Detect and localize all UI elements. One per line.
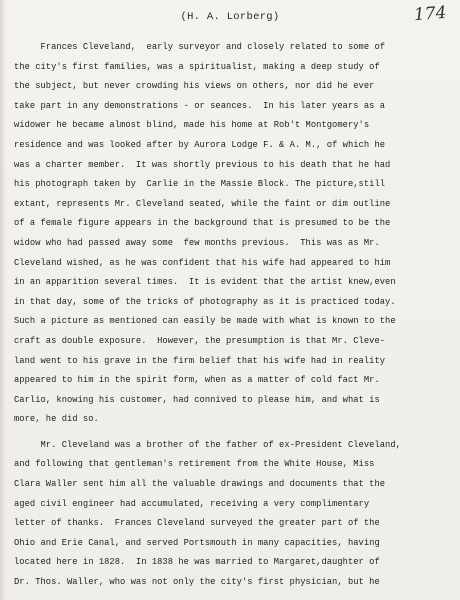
- text-line: Frances Cleveland, early surveyor and closely related to some of: [14, 42, 386, 52]
- text-line: extant, represents Mr. Cleveland seated, while the faint or dim outline: [14, 198, 391, 209]
- text-line: Clara Waller sent him all the valuable drawings and documents that the: [14, 479, 386, 490]
- text-line: and following that gentleman's retirement from the White House, Miss: [14, 459, 375, 470]
- text-line: located here in 1828. In 1838 he was married to Margaret,daughter of: [14, 557, 380, 568]
- text-line: craft as double exposure. However, the presumption is that Mr. Cleve-: [14, 335, 386, 346]
- text-line: more, he did so.: [14, 414, 99, 425]
- text-line: Dr. Thos. Waller, who was not only the city's first physician, but he: [14, 577, 380, 588]
- paragraph-2: [14, 436, 452, 593]
- text-line: appeared to him in the spirit form, when as a matter of cold fact Mr.: [14, 375, 380, 386]
- text-line: Carlio, knowing his customer, had connived to please him, and what is: [14, 394, 380, 405]
- text-line: Mr. Cleveland was a brother of the father of ex-President Cleveland,: [14, 439, 401, 450]
- text-line: in an apparition several times. It is evident that the artist knew,even: [14, 277, 396, 288]
- text-line: land went to his grave in the firm belief that his wife had in reality: [14, 355, 386, 366]
- text-line: the subject, but never crowding his views on others, nor did he ever: [14, 81, 375, 92]
- text-line: his photograph taken by Carlie in the Massie Block. The picture,still: [14, 179, 386, 190]
- text-line: of a female figure appears in the background that is presumed to be the: [14, 218, 391, 229]
- page-header: (H. A. Lorberg): [180, 11, 280, 23]
- text-line: residence and was looked after by Aurora Lodge F. & A. M., of which he: [14, 139, 386, 150]
- text-line: was a charter member. It was shortly previous to his death that he had: [14, 159, 391, 170]
- text-line: Ohio and Erie Canal, and served Portsmouth in many capacities, having: [14, 537, 380, 548]
- text-line: in that day, some of the tricks of photography as it is practiced today.: [14, 296, 396, 307]
- handwritten-page-number: 174: [412, 2, 447, 26]
- paragraph-1: [14, 38, 452, 430]
- text-line: widow who had passed away some few months previous. This was as Mr.: [14, 237, 380, 248]
- text-line: letter of thanks. Frances Cleveland surveyed the greater part of the: [14, 518, 380, 529]
- text-line: take part in any demonstrations - or seances. In his later years as a: [14, 100, 386, 111]
- text-line: Such a picture as mentioned can easily be made with what is known to the: [14, 316, 396, 327]
- text-line: aged civil engineer had accumulated, receiving a very complimentary: [14, 498, 370, 509]
- text-line: Cleveland wished, as he was confident that his wife had appeared to him: [14, 257, 391, 268]
- document-body: [14, 38, 452, 593]
- text-line: the city's first families, was a spiritualist, making a deep study of: [14, 61, 380, 72]
- text-line: widower he became almost blind, made his home at Rob't Montgomery's: [14, 120, 370, 131]
